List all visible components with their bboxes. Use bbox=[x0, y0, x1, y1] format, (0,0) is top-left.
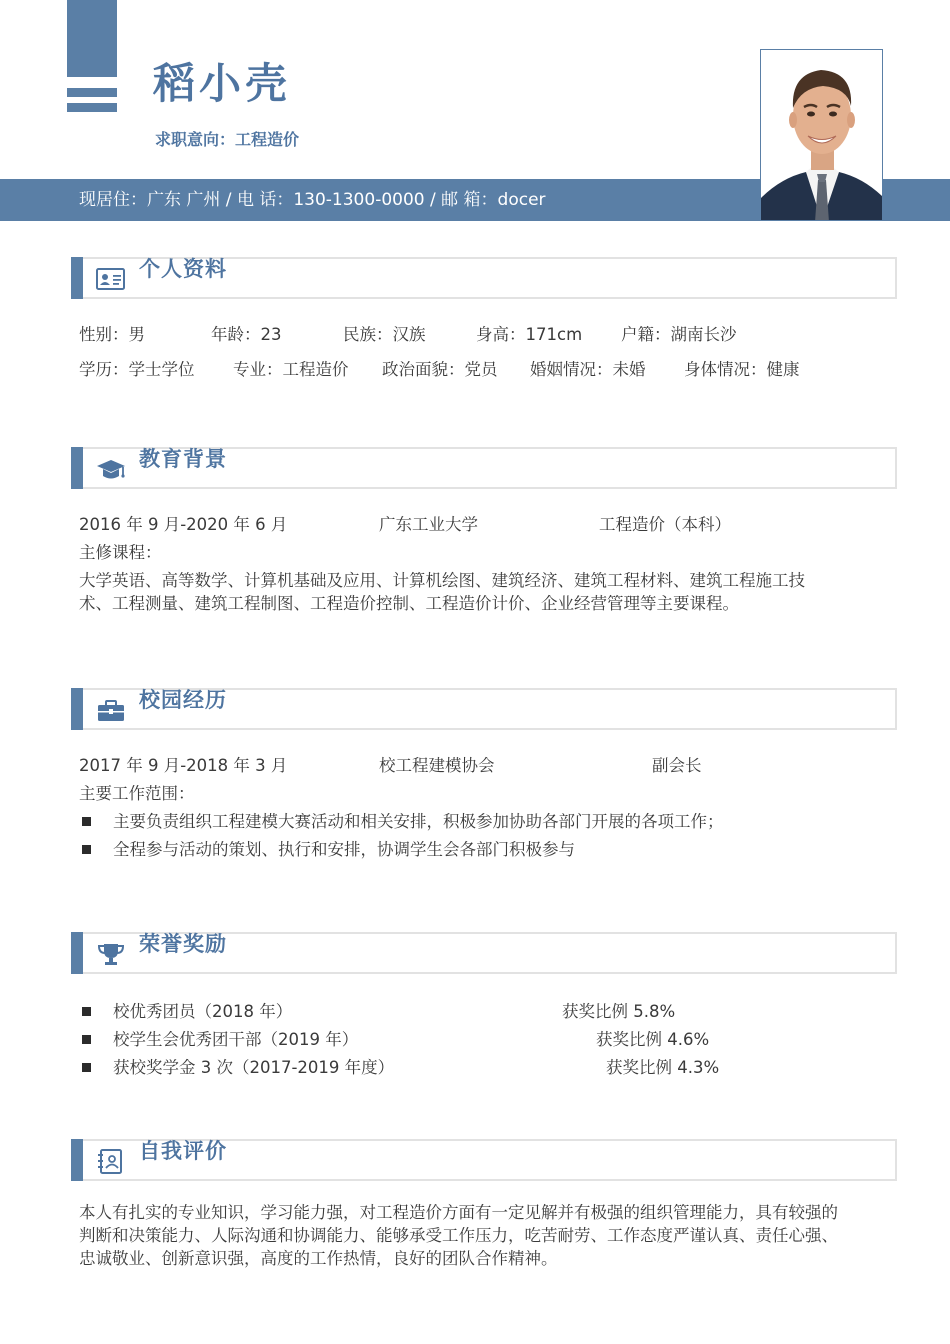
profile-marital: 婚姻情况：未婚 bbox=[530, 360, 646, 379]
self-evaluation-line-2: 判断和决策能力、人际沟通和协调能力、能够承受工作压力，吃苦耐劳、工作态度严谨认真、责任心强、 bbox=[79, 1226, 838, 1245]
education-courses-line-2: 术、工程测量、建筑工程制图、工程造价控制、工程造价计价、企业经营管理等主要课程。 bbox=[79, 594, 739, 613]
education-school: 广东工业大学 bbox=[379, 515, 478, 534]
education-courses-label: 主修课程： bbox=[79, 543, 162, 562]
profile-ethnicity: 民族：汉族 bbox=[343, 325, 426, 344]
profile-degree: 学历：学士学位 bbox=[79, 360, 195, 379]
section-header-profile bbox=[71, 257, 897, 299]
job-intent: 求职意向：工程造价 bbox=[155, 130, 300, 149]
section-accent bbox=[71, 1139, 83, 1181]
campus-scope-label: 主要工作范围： bbox=[79, 784, 195, 803]
campus-role: 副会长 bbox=[652, 756, 702, 775]
bullet-square-icon bbox=[82, 1035, 91, 1044]
education-period: 2016 年 9 月-2020 年 6 月 bbox=[79, 515, 288, 534]
education-major: 工程造价（本科） bbox=[599, 515, 731, 534]
graduation-cap-icon bbox=[95, 455, 127, 483]
education-courses-line-1: 大学英语、高等数学、计算机基础及应用、计算机绘图、建筑经济、建筑工程材料、建筑工程施工技 bbox=[79, 571, 805, 590]
honor-name-3: 获校奖学金 3 次（2017-2019 年度） bbox=[113, 1058, 395, 1077]
profile-height: 身高：171cm bbox=[476, 325, 583, 344]
bullet-square-icon bbox=[82, 1007, 91, 1016]
section-title: 校园经历 bbox=[139, 688, 227, 712]
section-header-honors bbox=[71, 932, 897, 974]
campus-period: 2017 年 9 月-2018 年 3 月 bbox=[79, 756, 288, 775]
candidate-name: 稻小壳 bbox=[153, 59, 292, 108]
section-title: 自我评价 bbox=[139, 1139, 227, 1163]
campus-item-2: 全程参与活动的策划、执行和安排，协调学生会各部门积极参与 bbox=[113, 840, 575, 859]
section-title: 个人资料 bbox=[139, 257, 227, 281]
section-header-self-evaluation bbox=[71, 1139, 897, 1181]
notebook-icon bbox=[95, 1147, 127, 1175]
section-title: 荣誉奖励 bbox=[139, 932, 227, 956]
profile-hometown: 户籍：湖南长沙 bbox=[621, 325, 737, 344]
portrait-image bbox=[761, 50, 883, 221]
header-accent-bar bbox=[67, 0, 117, 77]
section-accent bbox=[71, 257, 83, 299]
profile-gender: 性别：男 bbox=[79, 325, 145, 344]
section-header-education bbox=[71, 447, 897, 489]
section-accent bbox=[71, 932, 83, 974]
honor-ratio-1: 获奖比例 5.8% bbox=[562, 1002, 676, 1021]
honor-name-2: 校学生会优秀团干部（2019 年） bbox=[113, 1030, 359, 1049]
self-evaluation-line-3: 忠诚敬业、创新意识强，高度的工作热情，良好的团队合作精神。 bbox=[79, 1249, 558, 1268]
section-title: 教育背景 bbox=[139, 447, 227, 471]
honor-ratio-3: 获奖比例 4.3% bbox=[606, 1058, 720, 1077]
briefcase-icon bbox=[95, 696, 127, 724]
id-card-icon bbox=[95, 265, 127, 293]
trophy-icon bbox=[95, 940, 127, 968]
profile-health: 身体情况：健康 bbox=[684, 360, 800, 379]
section-header-campus bbox=[71, 688, 897, 730]
header-accent-line-2 bbox=[67, 103, 117, 112]
contact-info: 现居住：广东 广州 / 电 话：130-1300-0000 / 邮 箱：docer bbox=[79, 190, 546, 210]
bullet-square-icon bbox=[82, 817, 91, 826]
profile-age: 年龄：23 bbox=[211, 325, 282, 344]
profile-major: 专业：工程造价 bbox=[233, 360, 349, 379]
honor-name-1: 校优秀团员（2018 年） bbox=[113, 1002, 293, 1021]
bullet-square-icon bbox=[82, 1063, 91, 1072]
section-accent bbox=[71, 688, 83, 730]
self-evaluation-line-1: 本人有扎实的专业知识，学习能力强，对工程造价方面有一定见解并有极强的组织管理能力，具有较强的 bbox=[79, 1203, 838, 1222]
campus-organization: 校工程建模协会 bbox=[379, 756, 495, 775]
honor-ratio-2: 获奖比例 4.6% bbox=[596, 1030, 710, 1049]
campus-item-1: 主要负责组织工程建模大赛活动和相关安排，积极参加协助各部门开展的各项工作； bbox=[113, 812, 724, 831]
section-accent bbox=[71, 447, 83, 489]
header-accent-line-1 bbox=[67, 88, 117, 97]
bullet-square-icon bbox=[82, 845, 91, 854]
profile-political: 政治面貌：党员 bbox=[382, 360, 498, 379]
profile-photo bbox=[760, 49, 883, 221]
